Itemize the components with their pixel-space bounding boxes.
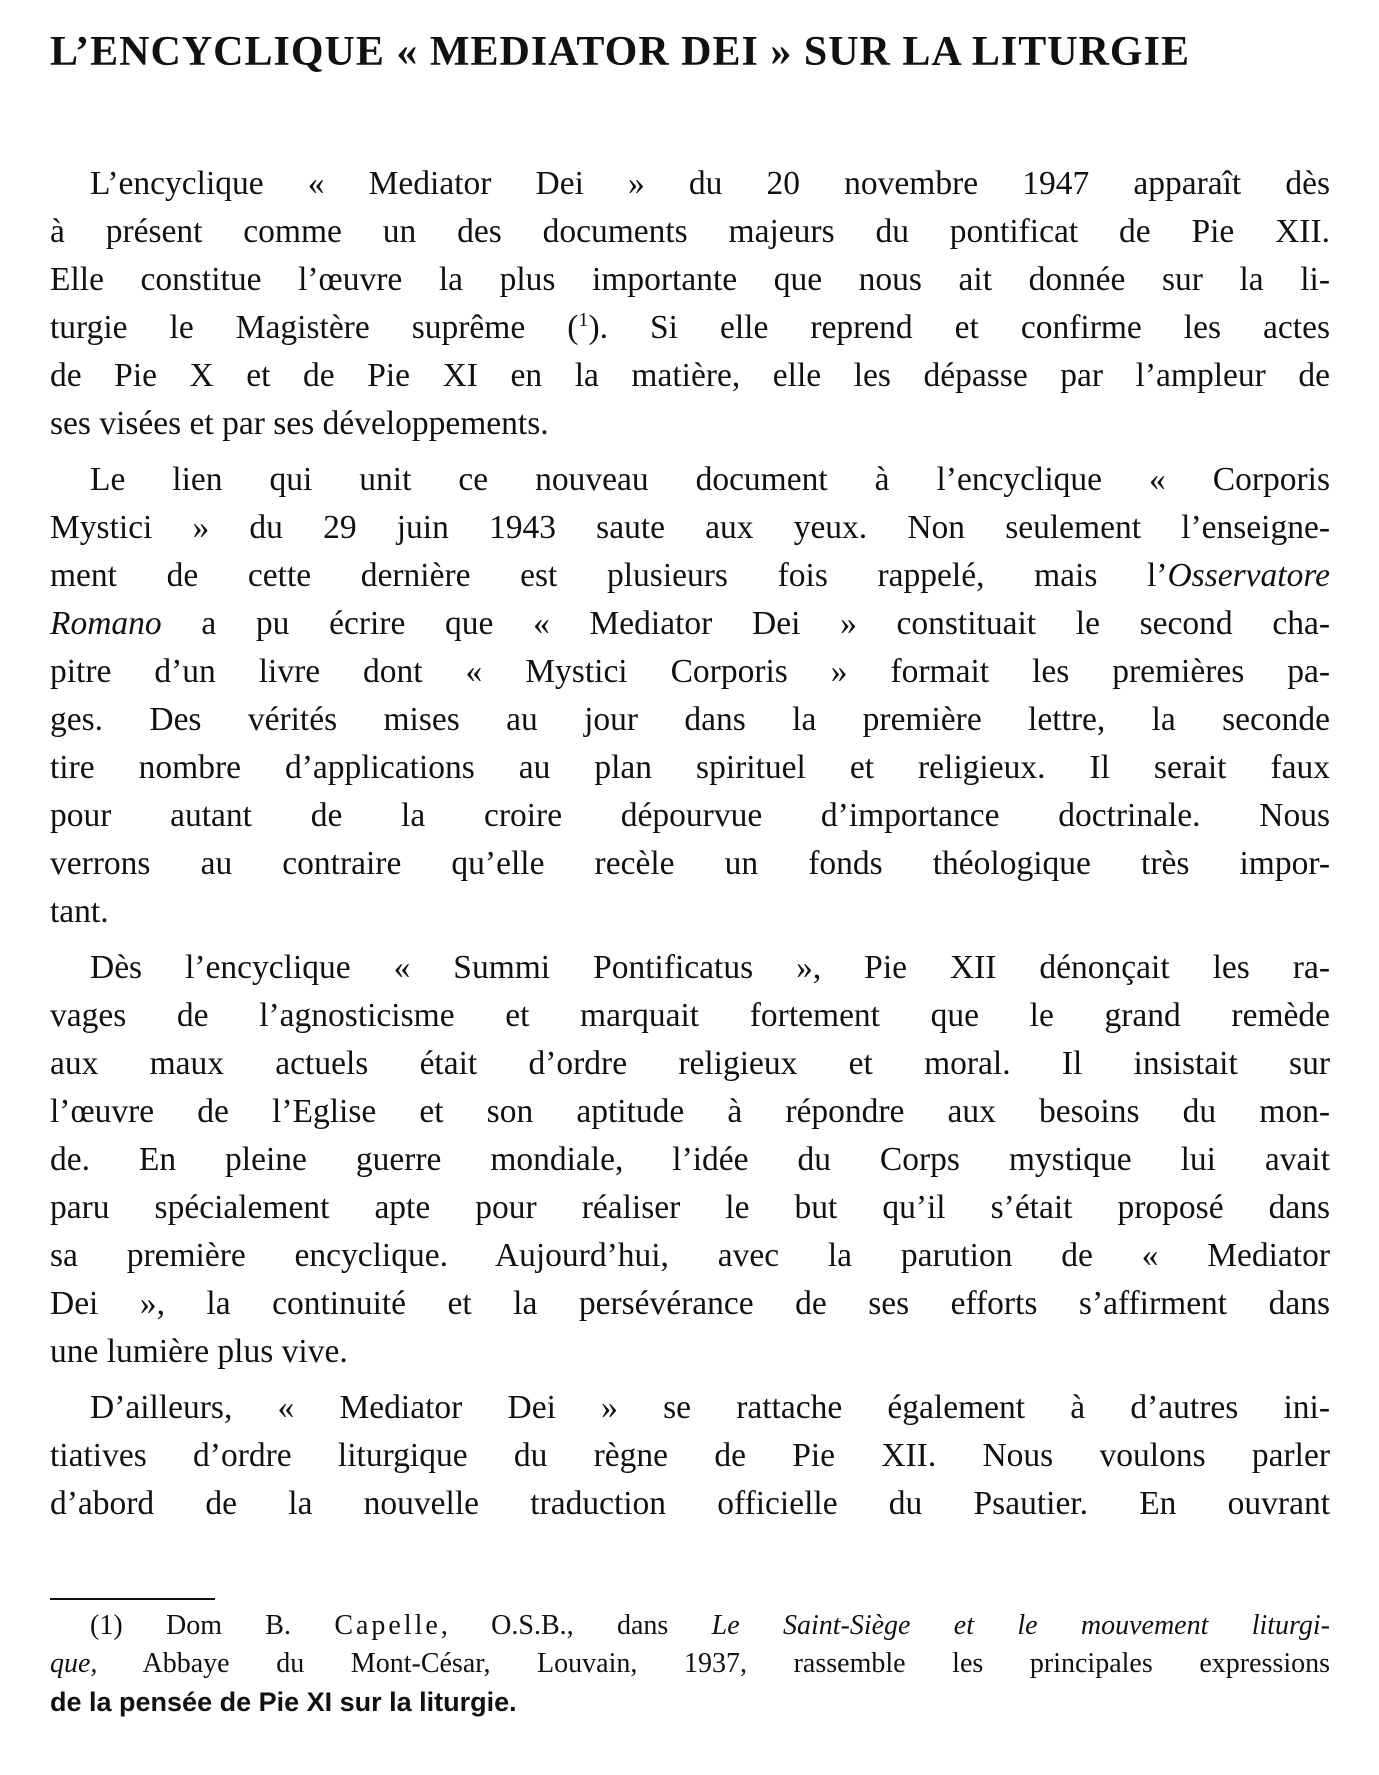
text-line: paru spécialement apte pour réaliser le but qu’il s’était proposé dans	[50, 1189, 1330, 1226]
text-line	[50, 304, 1330, 352]
text-segment: , O.S.B., dans	[440, 1610, 712, 1641]
text-segment: ). Si elle reprend et confirme les actes	[588, 309, 1330, 346]
text-line: l’œuvre de l’Eglise et son aptitude à répondre aux besoins du mon-	[50, 1093, 1330, 1130]
text-line: verrons au contraire qu’elle recèle un fonds théologique très impor-	[50, 845, 1330, 882]
paragraph-1	[50, 160, 1330, 448]
text-line: D’ailleurs, « Mediator Dei » se rattache également à d’autres ini-	[90, 1389, 1330, 1426]
footnote-reference[interactable]: 1	[578, 308, 589, 331]
text-line: Elle constitue l’œuvre la plus importante que nous ait donnée sur la li-	[50, 261, 1330, 298]
text-line: Dei », la continuité et la persévérance de ses efforts s’affirment dans	[50, 1285, 1330, 1322]
page-title: L’ENCYCLIQUE « MEDIATOR DEI » SUR LA LITURGIE	[50, 29, 1190, 75]
footnote-line	[50, 1607, 1330, 1645]
text-line: pour autant de la croire dépourvue d’importance doctrinale. Nous	[50, 797, 1330, 834]
article-body	[50, 160, 1330, 1536]
text-line: tiatives d’ordre liturgique du règne de Pie XII. Nous voulons parler	[50, 1437, 1330, 1474]
footnote-work-title: Le Saint-Siège et le mouvement liturgi-	[711, 1610, 1330, 1641]
text-line: une lumière plus vive.	[50, 1333, 348, 1370]
footnote	[50, 1607, 1330, 1721]
text-line: Dès l’encyclique « Summi Pontificatus », Pie XII dénonçait les ra-	[90, 949, 1330, 986]
text-line: ses visées et par ses développements.	[50, 405, 549, 442]
footnote-prefix: (1) Dom B.	[90, 1610, 335, 1641]
text-line: tire nombre d’applications au plan spirituel et religieux. Il serait faux	[50, 749, 1330, 786]
footnote-divider	[50, 1598, 215, 1600]
text-segment: ment de cette dernière est plusieurs fois rappelé, mais l’	[50, 557, 1168, 594]
text-line: sa première encyclique. Aujourd’hui, avec la parution de « Mediator	[50, 1237, 1330, 1274]
text-line	[50, 600, 1330, 648]
text-line: aux maux actuels était d’ordre religieux et moral. Il insistait sur	[50, 1045, 1330, 1082]
text-line: de. En pleine guerre mondiale, l’idée du Corps mystique lui avait	[50, 1141, 1330, 1178]
italic-title: Osservatore	[1167, 557, 1330, 594]
text-line: Le lien qui unit ce nouveau document à l’encyclique « Corporis	[90, 461, 1330, 498]
paragraph-2	[50, 456, 1330, 936]
italic-title: Romano	[50, 605, 162, 642]
footnote-work-title: que,	[50, 1648, 98, 1679]
footnote-line: de la pensée de Pie XI sur la liturgie.	[50, 1687, 517, 1717]
text-line: tant.	[50, 893, 109, 930]
paragraph-3	[50, 944, 1330, 1376]
text-line: de Pie X et de Pie XI en la matière, elle les dépasse par l’ampleur de	[50, 357, 1330, 394]
text-segment: Abbaye du Mont-César, Louvain, 1937, rassemble les principales expressions	[97, 1648, 1330, 1679]
text-line: vages de l’agnosticisme et marquait fortement que le grand remède	[50, 997, 1330, 1034]
paragraph-4	[50, 1384, 1330, 1528]
text-line: ges. Des vérités mises au jour dans la première lettre, la seconde	[50, 701, 1330, 738]
text-segment: a pu écrire que « Mediator Dei » constituait le second cha-	[161, 605, 1330, 642]
text-line: à présent comme un des documents majeurs du pontificat de Pie XII.	[50, 213, 1330, 250]
text-line: L’encyclique « Mediator Dei » du 20 novembre 1947 apparaît dès	[90, 165, 1330, 202]
text-line: d’abord de la nouvelle traduction officielle du Psautier. En ouvrant	[50, 1485, 1330, 1522]
text-line	[50, 552, 1330, 600]
text-line: pitre d’un livre dont « Mystici Corporis » formait les premières pa-	[50, 653, 1330, 690]
text-segment: turgie le Magistère suprême (	[50, 309, 579, 346]
footnote-author: Capelle	[334, 1610, 441, 1641]
text-line: Mystici » du 29 juin 1943 saute aux yeux. Non seulement l’enseigne-	[50, 509, 1330, 546]
footnote-line	[50, 1645, 1330, 1683]
